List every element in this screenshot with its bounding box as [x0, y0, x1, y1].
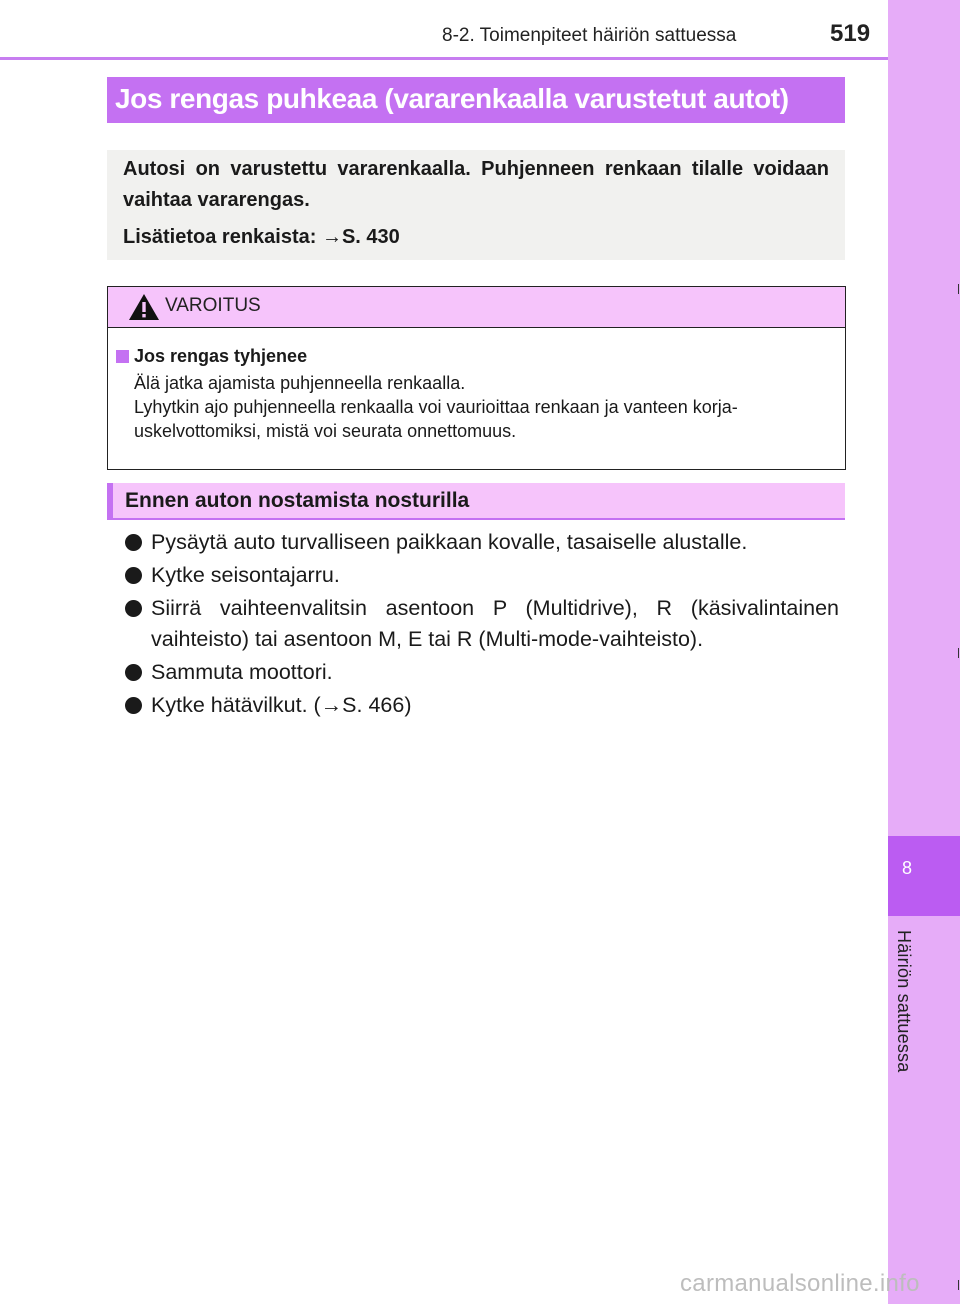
warning-label: VAROITUS [165, 295, 261, 316]
warning-header [108, 287, 845, 328]
header-divider [0, 57, 888, 60]
page-number: 519 [830, 20, 871, 47]
list-item-text: Siirrä vaihteenvalitsin asentoon P (Multidrive), R (käsivalintainen vaihteisto) tai asentoon M, E tai R (Multi-mode-vaihteisto). [151, 596, 839, 651]
intro-box [107, 150, 845, 260]
crop-mark [958, 648, 959, 658]
bullet-list [125, 527, 839, 723]
list-item-text: Kytke seisontajarru. [151, 563, 340, 587]
warning-line: Lyhytkin ajo puhjenneella renkaalla voi vaurioittaa renkaan ja vanteen korja-uskelvottomiksi, mistä voi seurata onnettomuus. [134, 397, 738, 441]
warning-heading-text: Jos rengas tyhjenee [134, 346, 308, 366]
watermark: carmanualsonline.info [680, 1270, 920, 1297]
warning-body [108, 328, 845, 443]
page-title: Jos rengas puhkeaa (vararenkaalla varustetut autot) [115, 83, 789, 114]
bullet-dot-icon [125, 534, 142, 551]
list-item-text: Sammuta moottori. [151, 660, 333, 684]
list-item [125, 657, 839, 688]
section-heading-accent [107, 483, 113, 518]
warning-heading [116, 344, 833, 368]
crop-mark [958, 1280, 959, 1290]
list-item [125, 593, 839, 655]
warning-line: Älä jatka ajamista puhjenneella renkaalla. [134, 373, 466, 393]
square-bullet-icon [116, 350, 129, 363]
crop-mark [958, 284, 959, 294]
section-heading [107, 483, 845, 520]
bullet-dot-icon [125, 697, 142, 714]
bullet-dot-icon [125, 567, 142, 584]
list-item [125, 560, 839, 591]
bullet-dot-icon [125, 664, 142, 681]
list-item-text: Pysäytä auto turvalliseen paikkaan kovalle, tasaiselle alustalle. [151, 530, 748, 554]
chapter-side-tab [888, 0, 960, 1304]
chapter-number: 8 [901, 858, 912, 878]
warning-box [107, 286, 846, 470]
list-item-text-with-link[interactable]: Kytke hätävilkut. (→S. 466) [151, 693, 412, 717]
chapter-label: Häiriön sattuessa [894, 930, 914, 1073]
bullet-dot-icon [125, 600, 142, 617]
page-title-bar [107, 77, 845, 123]
section-heading-text: Ennen auton nostamista nosturilla [125, 489, 470, 512]
intro-text: Autosi on varustettu vararenkaalla. Puhjenneen renkaan tilalle voidaan vaihtaa vararengas. [123, 158, 829, 211]
list-item [125, 690, 839, 721]
list-item [125, 527, 839, 558]
intro-reference-link[interactable]: Lisätietoa renkaista: →S. 430 [123, 226, 400, 248]
header-section-title: 8-2. Toimenpiteet häiriön sattuessa [442, 25, 737, 46]
warning-triangle-icon [128, 293, 160, 326]
